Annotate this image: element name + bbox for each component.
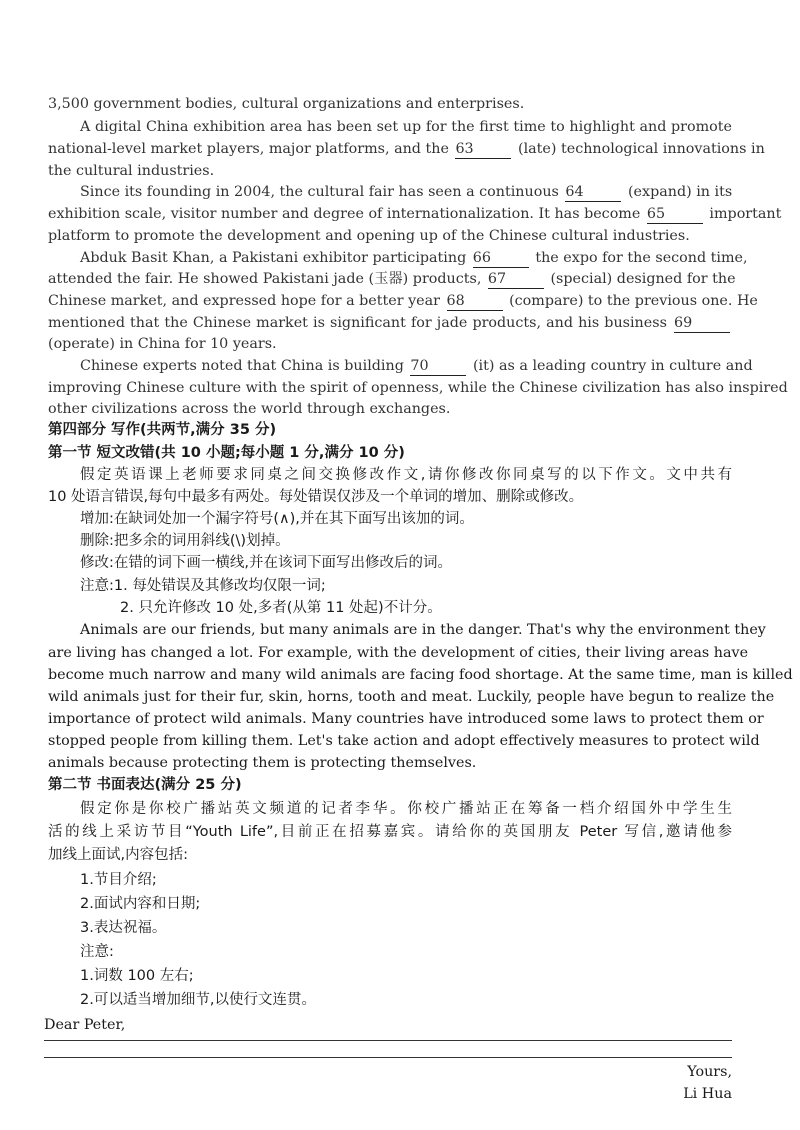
section2-title: 第二节 书面表达(满分 25 分) bbox=[48, 777, 242, 793]
letter-greeting: Dear Peter, bbox=[44, 1017, 126, 1033]
instruction-line: 假定英语课上老师要求同桌之间交换修改作文,请你修改你同桌写的以下作文。文中共有 bbox=[80, 467, 732, 483]
passage-line: attended the fair. He showed Pakistani jade (玉器) products, 67 (special) designed for the bbox=[48, 271, 736, 287]
instruction-line: 10 处语言错误,每句中最多有两处。每处错误仅涉及一个单词的增加、删除或修改。 bbox=[48, 489, 584, 505]
passage-line: Chinese market, and expressed hope for a better year 68 (compare) to the previous one. He bbox=[48, 293, 758, 309]
passage-line: (operate) in China for 10 years. bbox=[48, 336, 277, 352]
task-item: 2.面试内容和日期; bbox=[80, 896, 201, 912]
task-item: 3.表达祝福。 bbox=[80, 920, 167, 936]
part4-title: 第四部分 写作(共两节,满分 35 分) bbox=[48, 422, 277, 438]
requirement: 2.可以适当增加细节,以使行文连贯。 bbox=[80, 992, 316, 1008]
passage-line: 3,500 government bodies, cultural organizations and enterprises. bbox=[48, 96, 525, 112]
blank-69[interactable]: 69 bbox=[674, 315, 730, 333]
essay-line: animals because protecting them is protecting themselves. bbox=[48, 755, 477, 771]
passage-line: other civilizations across the world through exchanges. bbox=[48, 401, 451, 417]
rule-modify: 修改:在错的词下画一横线,并在该词下面写出修改后的词。 bbox=[80, 555, 452, 571]
note-title: 注意: bbox=[80, 944, 114, 960]
note-line: 2. 只允许修改 10 处,多者(从第 11 处起)不计分。 bbox=[120, 600, 442, 616]
passage-line: the cultural industries. bbox=[48, 163, 215, 179]
task-line: 假定你是你校广播站英文频道的记者李华。你校广播站正在筹备一档介绍国外中学生生 bbox=[80, 801, 732, 817]
rule-add: 增加:在缺词处加一个漏字符号(∧),并在其下面写出该加的词。 bbox=[80, 511, 474, 527]
essay-line: importance of protect wild animals. Many countries have introduced some laws to protect them or bbox=[48, 711, 764, 727]
task-line: 活的线上采访节目“Youth Life”,目前正在招募嘉宾。请给你的英国朋友 Peter 写信,邀请他参 bbox=[48, 824, 732, 840]
essay-line: Animals are our friends, but many animals are in the danger. That's why the environment they bbox=[80, 622, 766, 638]
blank-63[interactable]: 63 bbox=[455, 141, 511, 159]
passage-line: Abduk Basit Khan, a Pakistani exhibitor participating 66 the expo for the second time, bbox=[80, 250, 748, 266]
blank-70[interactable]: 70 bbox=[410, 358, 466, 376]
letter-closing: Yours, bbox=[687, 1064, 732, 1080]
blank-65[interactable]: 65 bbox=[647, 206, 703, 224]
requirement: 1.词数 100 左右; bbox=[80, 968, 194, 984]
passage-line: exhibition scale, visitor number and degree of internationalization. It has become 65 important bbox=[48, 206, 782, 222]
writing-line[interactable] bbox=[44, 1057, 732, 1058]
section1-title: 第一节 短文改错(共 10 小题;每小题 1 分,满分 10 分) bbox=[48, 445, 405, 461]
passage-line: A digital China exhibition area has been set up for the first time to highlight and promote bbox=[80, 119, 732, 135]
blank-66[interactable]: 66 bbox=[473, 250, 529, 268]
passage-line: national-level market players, major platforms, and the 63 (late) technological innovations in bbox=[48, 141, 765, 157]
essay-line: wild animals just for their fur, skin, horns, tooth and meat. Luckily, people have begun to realize the bbox=[48, 689, 775, 705]
writing-line[interactable] bbox=[44, 1040, 732, 1041]
passage-line: platform to promote the development and opening up of the Chinese cultural industries. bbox=[48, 228, 690, 244]
essay-line: become much narrow and many wild animals are facing food shortage. At the same time, man is killed bbox=[48, 667, 793, 683]
note-line: 注意:1. 每处错误及其修改均仅限一词; bbox=[80, 578, 326, 594]
letter-signature: Li Hua bbox=[683, 1086, 732, 1102]
blank-64[interactable]: 64 bbox=[565, 184, 621, 202]
passage-line: Chinese experts noted that China is building 70 (it) as a leading country in culture and bbox=[80, 358, 753, 374]
essay-line: are living has changed a lot. For example, with the development of cities, their living areas have bbox=[48, 645, 749, 661]
task-line: 加线上面试,内容包括: bbox=[48, 847, 188, 863]
rule-delete: 删除:把多余的词用斜线(\)划掉。 bbox=[80, 533, 290, 549]
passage-line: mentioned that the Chinese market is significant for jade products, and his business 69 bbox=[48, 313, 732, 333]
passage-line: Since its founding in 2004, the cultural fair has seen a continuous 64 (expand) in its bbox=[80, 184, 733, 200]
blank-67[interactable]: 67 bbox=[488, 271, 544, 289]
blank-68[interactable]: 68 bbox=[447, 293, 503, 311]
essay-line: stopped people from killing them. Let's take action and adopt effectively measures to protect wild bbox=[48, 733, 760, 749]
passage-line: improving Chinese culture with the spirit of openness, while the Chinese civilization has also inspired bbox=[48, 380, 788, 396]
task-item: 1.节目介绍; bbox=[80, 872, 157, 888]
